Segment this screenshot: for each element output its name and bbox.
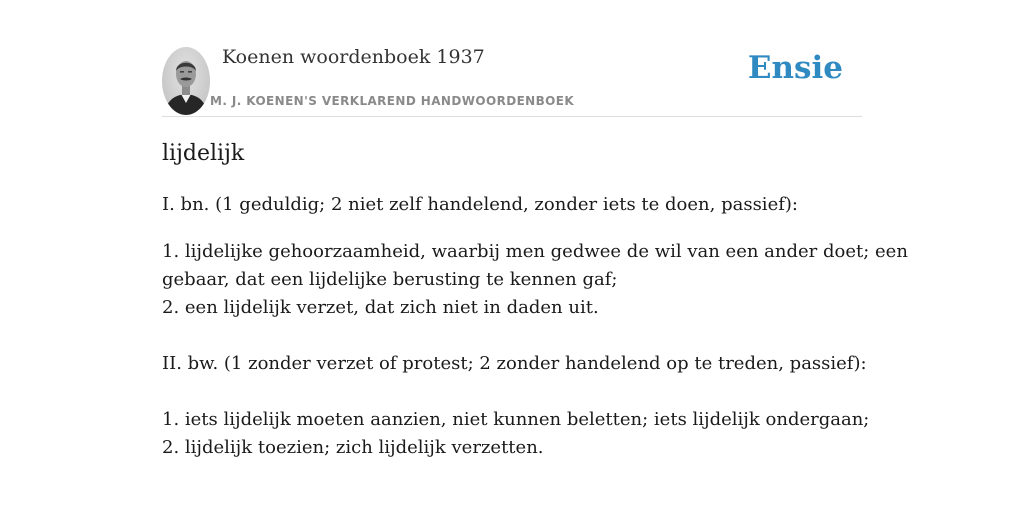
example-line: 2. een lijdelijk verzet, dat zich niet in daden uit. (162, 297, 599, 318)
sense-definition: II. bw. (1 zonder verzet of protest; 2 zonder handelend op te treden, passief): (162, 353, 867, 374)
sense-definition: I. bn. (1 geduldig; 2 niet zelf handelend, zonder iets te doen, passief): (162, 194, 798, 215)
example-line: gebaar, dat een lijdelijke berusting te kennen gaf; (162, 269, 618, 290)
entry-content (162, 138, 908, 462)
dictionary-subtitle: M. J. KOENEN'S VERKLAREND HANDWOORDENBOEK (210, 94, 575, 108)
headword: lijdelijk (162, 141, 245, 166)
example-line: 1. iets lijdelijk moeten aanzien, niet kunnen beletten; iets lijdelijk ondergaan; (162, 409, 870, 430)
example-line: 1. lijdelijke gehoorzaamheid, waarbij men gedwee de wil van een ander doet; een (162, 241, 908, 262)
example-list (162, 406, 870, 462)
author-portrait-icon (162, 47, 210, 115)
example-line: 2. lijdelijk toezien; zich lijdelijk verzetten. (162, 437, 544, 458)
portrait-svg (162, 47, 210, 115)
example-list (162, 238, 908, 322)
dictionary-header (162, 44, 862, 117)
ensie-logo-link[interactable]: Ensie (747, 50, 843, 86)
dictionary-title[interactable]: Koenen woordenboek 1937 (222, 46, 485, 68)
